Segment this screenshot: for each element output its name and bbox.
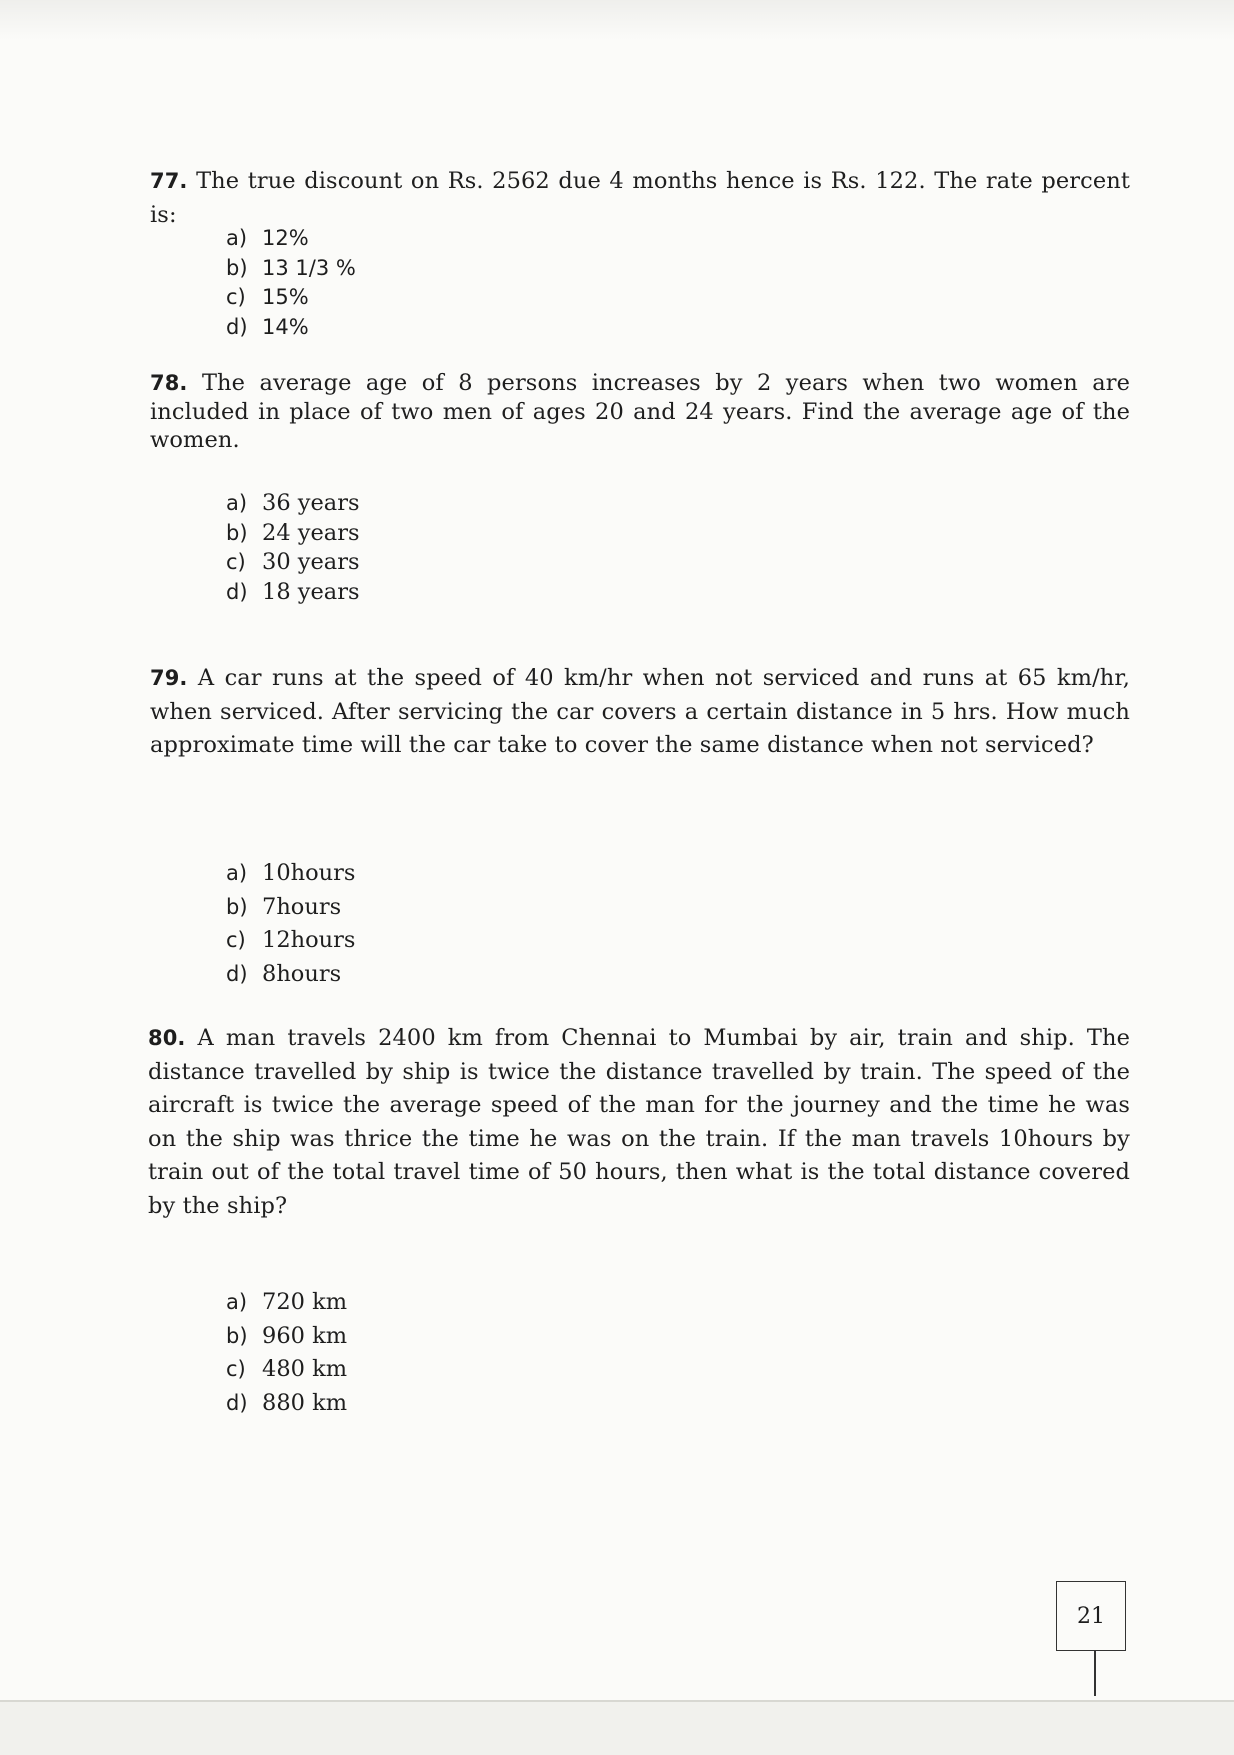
question-text: A car runs at the speed of 40 km/hr when not serviced and runs at 65 km/hr, when serviced. After servicing the car covers a certain distance in 5 hrs. How much approximate time will the car take to cover the same distance when not serviced?	[150, 665, 1130, 758]
option-b: b) 7hours	[226, 893, 342, 920]
option-c: c) 12hours	[226, 927, 356, 953]
option-b: b) 13 1/3 %	[226, 255, 356, 280]
option-d: d) 8hours	[226, 960, 342, 987]
question-number: 80.	[148, 1026, 186, 1050]
question-text: A man travels 2400 km from Chennai to Mumbai by air, train and ship. The distance travelled by ship is twice the distance travelled by train. The speed of the aircraft is twice the average speed of the man for the journey and the time he was on the ship was thrice the time he was on the train. If the man travels 10hours by train out of the total travel time of 50 hours, then what is the total distance covered by the ship?	[148, 1025, 1130, 1219]
scan-top-edge	[0, 0, 1234, 40]
question-number: 77.	[150, 169, 188, 193]
page-number-box	[1056, 1581, 1126, 1651]
page-number: 21	[1077, 1603, 1105, 1629]
question-text: The true discount on Rs. 2562 due 4 months hence is Rs. 122. The rate percent is:	[150, 168, 1130, 228]
options-77	[226, 224, 356, 342]
option-d: d) 880 km	[226, 1389, 348, 1416]
options-79	[226, 857, 355, 991]
question-number: 79.	[150, 666, 188, 690]
scan-bottom-edge	[0, 1700, 1234, 1755]
question-80	[148, 1022, 1130, 1223]
option-b: b) 960 km	[226, 1322, 348, 1349]
question-text: The average age of 8 persons increases by 2 years when two women are included in place of two men of ages 20 and 24 years. Find the average age of the women.	[150, 370, 1130, 453]
option-a: a) 10hours	[226, 860, 356, 886]
option-a: a) 12%	[226, 226, 309, 250]
page-number-tick	[1094, 1651, 1096, 1696]
option-b: b) 24 years	[226, 519, 360, 546]
question-78	[150, 369, 1130, 455]
question-79	[150, 662, 1130, 763]
question-number: 78.	[150, 371, 188, 395]
option-a: a) 720 km	[226, 1289, 348, 1315]
option-c: c) 15%	[226, 285, 309, 309]
options-78	[226, 489, 360, 607]
option-c: c) 30 years	[226, 549, 360, 575]
option-c: c) 480 km	[226, 1356, 348, 1382]
question-77	[150, 165, 1130, 232]
option-d: d) 18 years	[226, 578, 360, 605]
option-d: d) 14%	[226, 314, 309, 339]
option-a: a) 36 years	[226, 490, 360, 516]
options-80	[226, 1286, 347, 1420]
